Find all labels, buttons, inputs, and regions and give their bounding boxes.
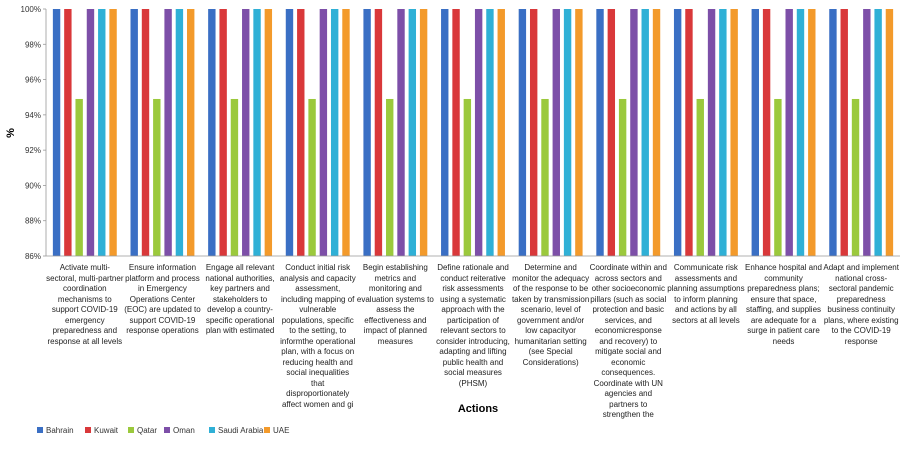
bar-saudi-arabia bbox=[331, 9, 338, 256]
bar-saudi-arabia bbox=[874, 9, 881, 256]
bar-saudi-arabia bbox=[719, 9, 726, 256]
bar-qatar bbox=[852, 99, 859, 256]
bar-kuwait bbox=[64, 9, 71, 256]
bar-kuwait bbox=[608, 9, 615, 256]
x-category-label: Adapt and implement national cross-sectoral pandemic preparedness business continuity plans, where existing to the COVID-19 response bbox=[823, 263, 899, 346]
bar-qatar bbox=[541, 99, 548, 256]
bar-uae bbox=[808, 9, 815, 256]
x-category-label: Communicate risk assessments and planning assumptions to inform planning and actions by all sectors at all levels bbox=[667, 263, 745, 325]
y-tick-label: 92% bbox=[24, 146, 41, 156]
x-category-label: Begin establishing metrics and monitoring and evaluation systems to assess the effectiveness and impact of planned measures bbox=[356, 263, 434, 346]
bar-oman bbox=[708, 9, 715, 256]
bar-oman bbox=[630, 9, 637, 256]
x-category-label: Determine and monitor the adequacy of the response to be taken by transmission scenario, level of government and/or low capacityor humanitarian setting (see Special Considerations) bbox=[511, 263, 590, 367]
bar-qatar bbox=[75, 99, 82, 256]
legend-swatch bbox=[128, 427, 134, 433]
bar-uae bbox=[498, 9, 505, 256]
bar-bahrain bbox=[131, 9, 138, 256]
bar-qatar bbox=[619, 99, 626, 256]
bar-bahrain bbox=[752, 9, 759, 256]
bar-oman bbox=[242, 9, 249, 256]
legend-swatch bbox=[85, 427, 91, 433]
y-tick-label: 96% bbox=[24, 75, 41, 85]
x-category-label: Define rationale and conduct reiterative risk assessments using a systematic approach with the participation of relevant sectors to consider introducing, adapting and lifting public health and social measures (PHSM) bbox=[436, 263, 510, 388]
x-category-label: Ensure information platform and process in Emergency Operations Center (EOC) are updated to support COVID-19 response operations bbox=[124, 263, 201, 335]
legend-swatch bbox=[164, 427, 170, 433]
bar-qatar bbox=[697, 99, 704, 256]
bar-oman bbox=[475, 9, 482, 256]
bar-oman bbox=[785, 9, 792, 256]
bar-bahrain bbox=[596, 9, 603, 256]
bar-uae bbox=[109, 9, 116, 256]
bar-oman bbox=[87, 9, 94, 256]
x-axis-title: Actions bbox=[457, 403, 499, 415]
x-category-label: Coordinate within and across sectors and other socioeconomic pillars (such as social protection and basic services, and economicresponse and recovery) to mitigate social and economic consequences. Coordinate with UN agencies and partners to strengthen the bbox=[589, 263, 667, 419]
bar-kuwait bbox=[219, 9, 226, 256]
bar-saudi-arabia bbox=[564, 9, 571, 256]
bar-oman bbox=[553, 9, 560, 256]
bar-uae bbox=[265, 9, 272, 256]
bar-uae bbox=[187, 9, 194, 256]
bar-qatar bbox=[231, 99, 238, 256]
y-tick-label: 94% bbox=[24, 110, 41, 120]
bar-kuwait bbox=[452, 9, 459, 256]
bar-oman bbox=[863, 9, 870, 256]
bar-kuwait bbox=[142, 9, 149, 256]
bar-kuwait bbox=[375, 9, 382, 256]
y-tick-label: 86% bbox=[24, 252, 41, 261]
x-category-label: Conduct initial risk analysis and capacity assessment, including mapping of vulnerable populations, specific to the setting, to informthe operational plan, with a focus on reducing health and social inequalities that disproportionately affect women and gi bbox=[279, 263, 356, 409]
bar-saudi-arabia bbox=[797, 9, 804, 256]
bar-qatar bbox=[774, 99, 781, 256]
bar-qatar bbox=[308, 99, 315, 256]
bar-bahrain bbox=[519, 9, 526, 256]
y-tick-label: 98% bbox=[24, 40, 41, 50]
legend bbox=[37, 426, 289, 435]
bar-bahrain bbox=[53, 9, 60, 256]
x-category-label: Activate multi-sectoral, multi-partner coordination mechanisms to support COVID-19 emergency preparedness and response at all levels bbox=[46, 263, 124, 346]
bar-bahrain bbox=[829, 9, 836, 256]
bar-oman bbox=[397, 9, 404, 256]
x-category-label: Engage all relevant national authorities, key partners and stakeholders to develop a country-specific operational plan with estimated bbox=[205, 263, 275, 335]
bar-oman bbox=[320, 9, 327, 256]
y-axis-title: % bbox=[5, 128, 17, 138]
bar-saudi-arabia bbox=[176, 9, 183, 256]
bar-saudi-arabia bbox=[409, 9, 416, 256]
legend-label: Saudi Arabia bbox=[218, 426, 264, 435]
bar-uae bbox=[575, 9, 582, 256]
bar-saudi-arabia bbox=[253, 9, 260, 256]
y-axis-ticks bbox=[21, 5, 46, 261]
bars bbox=[53, 9, 893, 256]
bar-uae bbox=[653, 9, 660, 256]
bar-bahrain bbox=[363, 9, 370, 256]
bar-uae bbox=[886, 9, 893, 256]
bar-saudi-arabia bbox=[486, 9, 493, 256]
bar-uae bbox=[342, 9, 349, 256]
bar-bahrain bbox=[286, 9, 293, 256]
bar-qatar bbox=[386, 99, 393, 256]
legend-label: Oman bbox=[173, 426, 195, 435]
legend-label: Qatar bbox=[137, 426, 158, 435]
bar-bahrain bbox=[441, 9, 448, 256]
bar-qatar bbox=[153, 99, 160, 256]
bar-kuwait bbox=[530, 9, 537, 256]
bar-uae bbox=[420, 9, 427, 256]
bar-uae bbox=[730, 9, 737, 256]
x-category-label: Enhance hospital and community preparedness plans; ensure that space, staffing, and supplies are adequate for a surge in patient care needs bbox=[745, 263, 822, 346]
legend-label: Bahrain bbox=[46, 426, 74, 435]
legend-label: UAE bbox=[273, 426, 290, 435]
bar-oman bbox=[164, 9, 171, 256]
bar-saudi-arabia bbox=[98, 9, 105, 256]
bar-kuwait bbox=[297, 9, 304, 256]
bar-qatar bbox=[464, 99, 471, 256]
y-tick-label: 88% bbox=[24, 216, 41, 226]
bar-kuwait bbox=[763, 9, 770, 256]
legend-swatch bbox=[209, 427, 215, 433]
y-tick-label: 90% bbox=[24, 181, 41, 191]
bar-kuwait bbox=[841, 9, 848, 256]
bar-bahrain bbox=[208, 9, 215, 256]
legend-swatch bbox=[37, 427, 43, 433]
bar-bahrain bbox=[674, 9, 681, 256]
bar-kuwait bbox=[685, 9, 692, 256]
y-tick-label: 100% bbox=[20, 5, 41, 14]
legend-label: Kuwait bbox=[94, 426, 119, 435]
bar-saudi-arabia bbox=[642, 9, 649, 256]
legend-swatch bbox=[264, 427, 270, 433]
